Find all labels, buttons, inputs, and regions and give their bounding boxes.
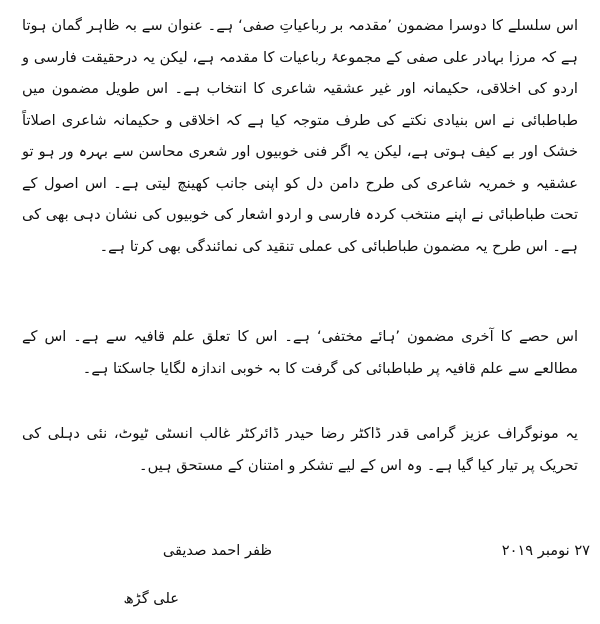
author-signature-name: ظفر احمد صدیقی [162,542,272,559]
author-signature-place: علی گڑھ [123,590,179,607]
paragraph-2: اس حصے کا آخری مضمون ’ہائے مختفی‘ ہے۔ اس کا تعلق علم قافیہ سے ہے۔ اس کے مطالعے سے علم قافیہ پر طباطبائی کی گرفت کا بہ خوبی اندازہ لگایا جاسکتا ہے۔ [22,328,578,377]
paragraph-3: یہ مونوگراف عزیز گرامی قدر ڈاکٹر رضا حیدر ڈائرکٹر غالب انسٹی ٹیوٹ، نئی دہلی کی تحریک پر تیار کیا گیا ہے۔ وہ اس کے لیے تشکر و امتنان کے مستحق ہیں۔ [22,425,578,474]
paragraph-1: اس سلسلے کا دوسرا مضمون ’مقدمہ بر رباعیاتِ صفی‘ ہے۔ عنوان سے بہ ظاہر گمان ہوتا ہے کہ مرزا بہادر علی صفی کے مجموعۂ رباعیات کا مقدمہ ہے، لیکن یہ درحقیقت فارسی و اردو کی اخلاقی، حکیمانہ اور غیر عشقیہ شاعری کا انتخاب ہے۔ اس طویل مضمون میں طباطبائی نے اس بنیادی نکتے کی طرف متوجہ کیا ہے کہ اخلاقی و حکیمانہ شاعری اصلاتاً خشک اور بے کیف ہوتی ہے، لیکن یہ اگر فنی خوبیوں اور شعری محاسن سے بہرہ ور ہو تو عشقیہ و خمریہ شاعری کی طرح دامن دل کو اپنی جانب کھینچ لیتی ہے۔ اس اصول کے تحت طباطبائی نے اپنے منتخب کردہ فارسی و اردو اشعار کی خوبیوں کی نشان دہی بھی کی ہے۔ اس طرح یہ مضمون طباطبائی کی عملی تنقید کی نمائندگی بھی کرتا ہے۔ [22,17,578,255]
signature-date: ۲۷ نومبر ۲۰۱۹ [501,542,590,559]
